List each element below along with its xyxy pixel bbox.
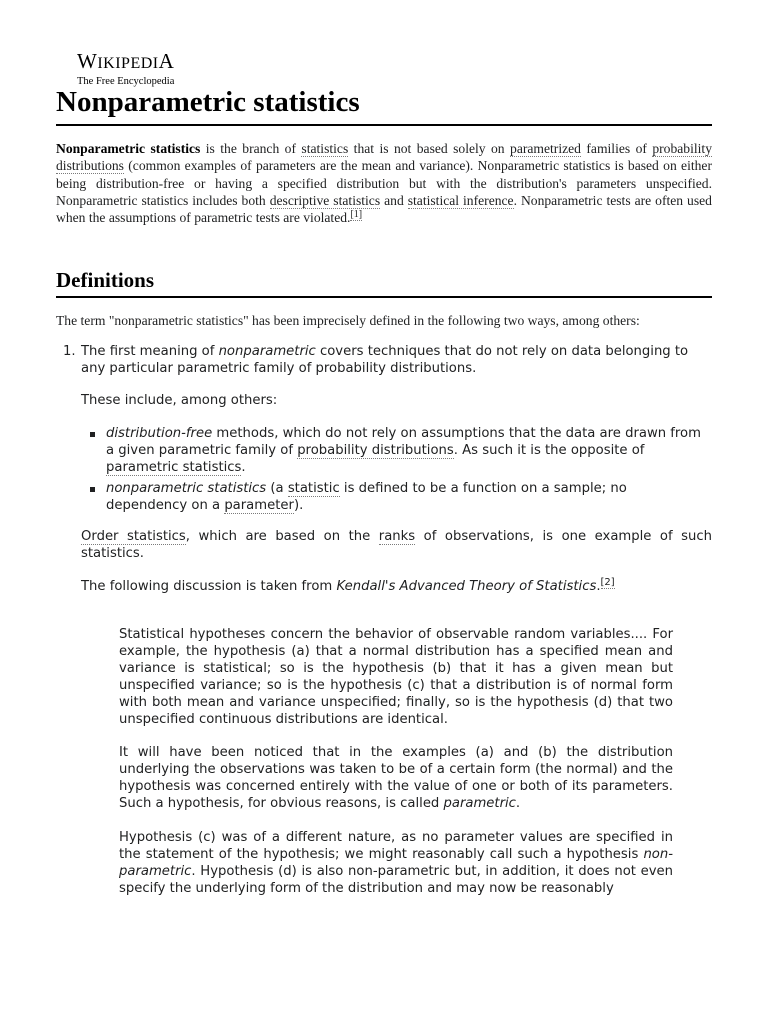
link-order-statistics[interactable]: Order statistics — [81, 529, 186, 544]
bullet-list — [81, 425, 712, 514]
quote-text: It will have been noticed that in the examples (a) and (b) the distribution underlying the observations was taken to be of a certain form (the normal) and the hypothesis was concerned entirely with the value of one or both of its parameters. Such a hypothesis, for obvious reasons, is called — [119, 745, 673, 811]
quote-text: . Hypothesis (d) is also non-parametric but, in addition, it does not even specify the underlying form of the distribution and may now be reasonably — [119, 864, 673, 896]
link-statistical-inference[interactable]: statistical inference — [407, 192, 514, 208]
quote-text: Hypothesis (c) was of a different nature, as no parameter values are specified in the statement of the hypothesis; we might reasonably call such a hypothesis — [119, 830, 673, 862]
item-emphasis: distribution-free — [106, 426, 213, 441]
item-text: The first meaning of — [81, 344, 219, 359]
quote-emphasis: non-parametric — [119, 847, 673, 879]
quote-text: . — [515, 796, 521, 811]
item-emphasis: nonparametric statistics — [106, 481, 267, 496]
link-statistics[interactable]: statistics — [301, 141, 349, 156]
lead-text: and — [380, 192, 408, 208]
link-probability-distributions-2[interactable]: probability distributions — [297, 443, 454, 458]
lead-text: . Nonparametric tests are often used when the assumptions of parametric tests are violated. — [56, 192, 712, 226]
book-title: Kendall's Advanced Theory of Statistics — [336, 579, 597, 594]
kendall-paragraph — [81, 578, 712, 595]
lead-text: families of — [580, 141, 653, 156]
order-statistics-paragraph — [81, 528, 712, 562]
item-text: covers techniques that do not rely on data belonging to any particular parametric family of probability distributions. — [81, 344, 689, 376]
definitions-intro: The term "nonparametric statistics" has been imprecisely defined in the following two ways, among others: — [56, 313, 640, 328]
wikipedia-logo[interactable] — [77, 50, 174, 88]
item-text: ). — [293, 498, 304, 513]
these-include-text: These include, among others: — [81, 393, 278, 408]
paragraph-text: The following discussion is taken from — [81, 579, 337, 594]
bullet-item-nonparametric-statistics — [81, 480, 712, 514]
blockquote-paragraph-2 — [119, 744, 673, 812]
lead-paragraph — [56, 140, 712, 226]
lead-text: (common examples of parameters are the mean and variance). Nonparametric statistics is based on either being distribution-free or having a specified distribution but with the distribution's parameters unspecified. Nonparametric statistics includes both — [56, 158, 712, 208]
link-statistic[interactable]: statistic — [287, 481, 340, 496]
bullet-item-distribution-free — [81, 425, 712, 476]
reference-1[interactable]: [1] — [350, 208, 363, 220]
link-parametric-statistics[interactable]: parametric statistics — [106, 460, 242, 475]
item-text: (a — [266, 481, 288, 496]
bullet-marker — [90, 432, 95, 437]
lead-text: that is not based solely on — [348, 141, 511, 156]
link-parameter[interactable]: parameter — [224, 498, 294, 513]
link-parametrized[interactable]: parametrized — [510, 141, 581, 156]
item-emphasis: nonparametric — [218, 344, 316, 359]
logo-letters-middle: IKIPEDI — [97, 55, 159, 72]
link-descriptive-statistics[interactable]: descriptive statistics — [269, 192, 381, 208]
bullet-marker — [90, 487, 95, 492]
section-heading-definitions: Definitions — [56, 267, 712, 298]
logo-tagline: The Free Encyclopedia — [77, 76, 175, 87]
logo-letter-w: W — [77, 49, 98, 73]
blockquote-paragraph-1: Statistical hypotheses concern the behavior of observable random variables.... For example, the hypothesis (a) that a normal distribution has a specified mean and variance is statistical; so is the hypothesis (b) that it has a given mean but unspecified variance; so is the hypothesis (c) that a distribution is of normal form with both mean and variance unspecified; finally, so is the hypothesis (d) that two unspecified continuous distributions are identical. — [119, 627, 673, 727]
list-item-first-meaning — [81, 343, 712, 377]
page-title: Nonparametric statistics — [56, 84, 712, 126]
item-text: methods, which do not rely on assumptions that the data are drawn from a given parametric family of — [106, 426, 701, 458]
lead-text: is the branch of — [200, 141, 302, 156]
quote-emphasis: parametric — [443, 796, 516, 811]
link-probability-distributions[interactable]: probability distributions — [56, 141, 712, 174]
lead-term: Nonparametric statistics — [56, 141, 201, 156]
item-text: . As such it is the opposite of — [453, 443, 645, 458]
reference-2[interactable]: [2] — [600, 576, 615, 588]
logo-letter-a: A — [158, 49, 175, 73]
paragraph-text: of observations, is one example of such statistics. — [81, 529, 713, 561]
blockquote-paragraph-3 — [119, 829, 673, 897]
link-ranks[interactable]: ranks — [378, 529, 416, 544]
item-text: is defined to be a function on a sample; no dependency on a — [106, 481, 627, 513]
item-text: . — [241, 460, 246, 475]
paragraph-text: , which are based on the — [185, 529, 379, 544]
logo-wordmark — [77, 50, 174, 75]
paragraph-text: . — [596, 579, 601, 594]
list-number: 1. — [63, 344, 76, 359]
